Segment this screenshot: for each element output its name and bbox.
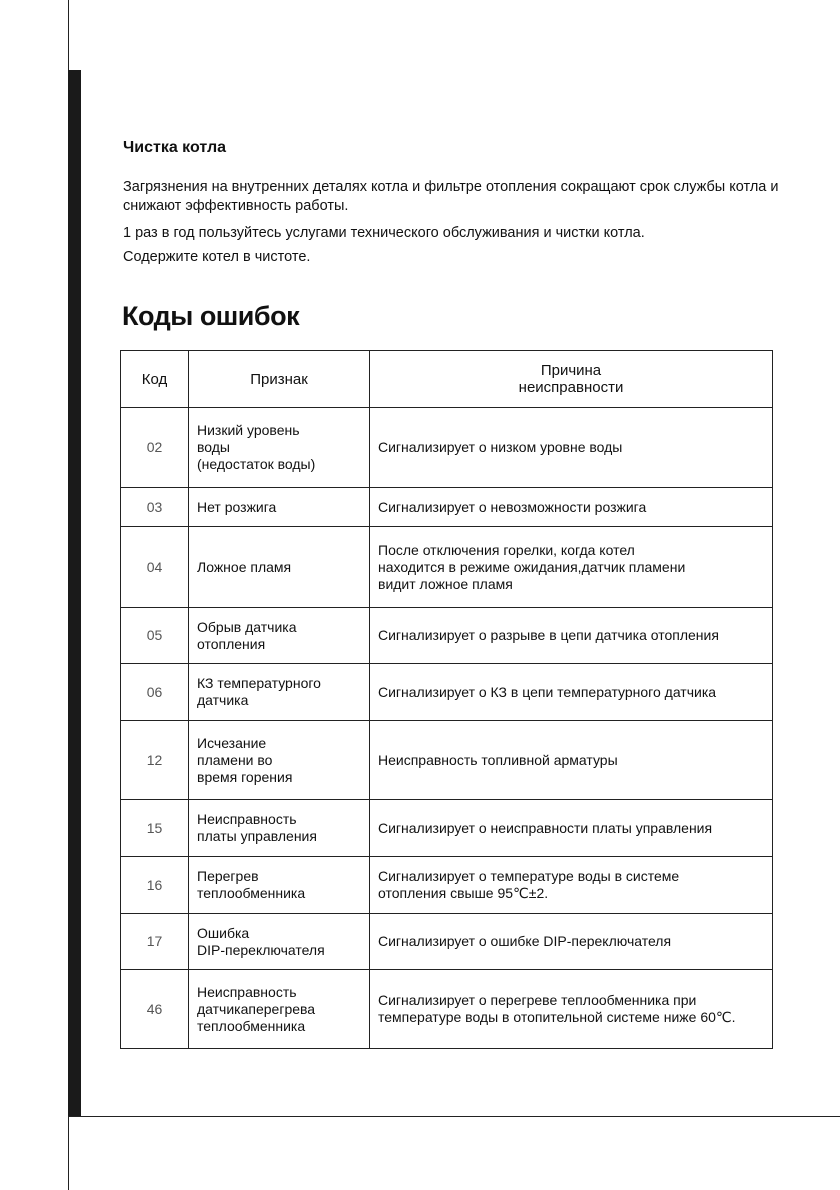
error-code: 02 <box>121 408 189 488</box>
error-codes-table <box>120 350 773 1049</box>
error-sign: Ошибка DIP-переключателя <box>189 914 370 970</box>
table-header-row <box>121 351 773 408</box>
error-cause: Сигнализирует о КЗ в цепи температурного датчика <box>370 664 773 721</box>
error-cause: Сигнализирует о перегреве теплообменника при температуре воды в отопительной системе ниже 60℃. <box>370 970 773 1049</box>
error-sign: Неисправность платы управления <box>189 800 370 857</box>
table-row <box>121 800 773 857</box>
error-cause: После отключения горелки, когда котел находится в режиме ожидания,датчик пламени видит ложное пламя <box>370 527 773 608</box>
column-header-sign: Признак <box>189 351 370 408</box>
error-sign: Низкий уровень воды (недостаток воды) <box>189 408 370 488</box>
error-cause: Сигнализирует о неисправности платы управления <box>370 800 773 857</box>
error-cause: Сигнализирует о разрыве в цепи датчика отопления <box>370 608 773 664</box>
table-row <box>121 721 773 800</box>
cleaning-paragraph-3: Содержите котел в чистоте. <box>123 249 311 265</box>
error-cause: Неисправность топливной арматуры <box>370 721 773 800</box>
side-bar-decoration <box>68 70 81 1116</box>
error-sign: Обрыв датчика отопления <box>189 608 370 664</box>
table-row <box>121 664 773 721</box>
error-code: 17 <box>121 914 189 970</box>
error-code: 05 <box>121 608 189 664</box>
table-row <box>121 857 773 914</box>
cleaning-paragraph-1: Загрязнения на внутренних деталях котла и фильтре отопления сокращают срок службы котла и снижают эффективность работы. <box>123 179 779 214</box>
error-code: 06 <box>121 664 189 721</box>
error-sign: Нет розжига <box>189 488 370 527</box>
error-code: 03 <box>121 488 189 527</box>
error-cause: Сигнализирует о температуре воды в системе отопления свыше 95℃±2. <box>370 857 773 914</box>
table-row <box>121 970 773 1049</box>
error-sign: Ложное пламя <box>189 527 370 608</box>
cleaning-title: Чистка котла <box>123 139 227 156</box>
table-row <box>121 488 773 527</box>
error-codes-heading: Коды ошибок <box>122 301 300 331</box>
error-code: 46 <box>121 970 189 1049</box>
column-header-cause: Причина неисправности <box>370 351 773 408</box>
error-code: 15 <box>121 800 189 857</box>
error-sign: Перегрев теплообменника <box>189 857 370 914</box>
error-cause: Сигнализирует о невозможности розжига <box>370 488 773 527</box>
cleaning-paragraph-2: 1 раз в год пользуйтесь услугами технического обслуживания и чистки котла. <box>123 225 645 241</box>
table-row <box>121 914 773 970</box>
error-cause: Сигнализирует о ошибке DIP-переключателя <box>370 914 773 970</box>
error-cause: Сигнализирует о низком уровне воды <box>370 408 773 488</box>
table-row <box>121 527 773 608</box>
error-code: 12 <box>121 721 189 800</box>
table-row <box>121 608 773 664</box>
error-sign: КЗ температурного датчика <box>189 664 370 721</box>
error-sign: Неисправность датчикаперегрева теплообменника <box>189 970 370 1049</box>
table-row <box>121 408 773 488</box>
error-code: 16 <box>121 857 189 914</box>
error-sign: Исчезание пламени во время горения <box>189 721 370 800</box>
page-bottom-line <box>68 1116 840 1117</box>
error-code: 04 <box>121 527 189 608</box>
column-header-code: Код <box>121 351 189 408</box>
